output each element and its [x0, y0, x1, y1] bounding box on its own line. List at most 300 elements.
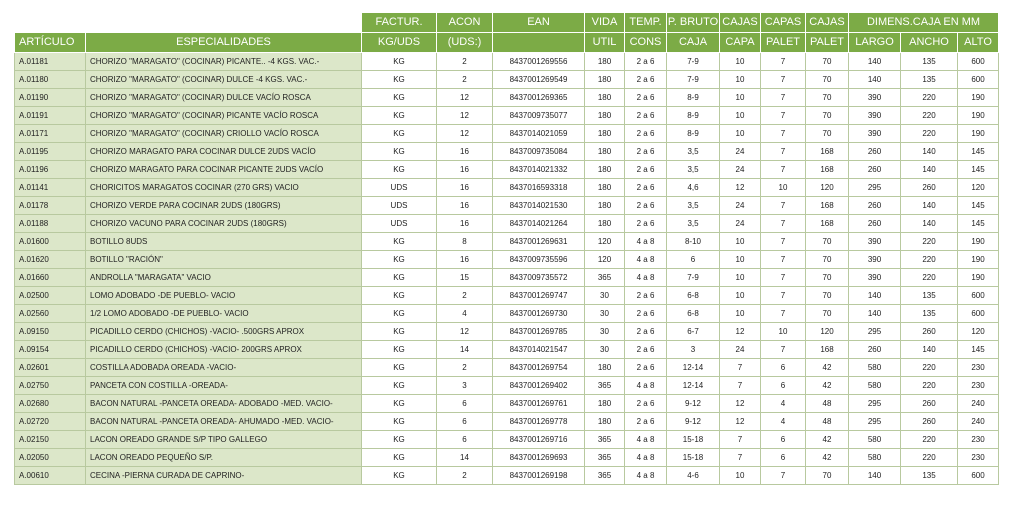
header-row-top	[15, 13, 999, 33]
cajas-capa-cell: 12	[720, 323, 761, 341]
p-bruto-cell: 3,5	[667, 143, 720, 161]
table-row	[15, 431, 999, 449]
temp-cell: 2 a 6	[625, 143, 667, 161]
articulo-cell: A.02150	[15, 431, 86, 449]
alto-cell: 600	[958, 305, 999, 323]
articulo-cell: A.02560	[15, 305, 86, 323]
temp-cell: 2 a 6	[625, 107, 667, 125]
cajas-palet-cell: 70	[806, 125, 849, 143]
ean-cell: 8437014021332	[493, 161, 585, 179]
acon-cell: 14	[437, 449, 493, 467]
capas-palet-cell: 7	[761, 341, 806, 359]
temp-cell: 4 a 8	[625, 467, 667, 485]
vida-cell: 180	[585, 215, 625, 233]
cajas-capa-cell: 24	[720, 161, 761, 179]
especialidad-cell: BOTILLO "RACIÓN"	[86, 251, 362, 269]
articulo-cell: A.02720	[15, 413, 86, 431]
header-row-bottom	[15, 33, 999, 53]
table-row	[15, 341, 999, 359]
acon-cell: 16	[437, 161, 493, 179]
ean-cell: 8437001269549	[493, 71, 585, 89]
temp-cell: 4 a 8	[625, 233, 667, 251]
cajas-palet-cell: 70	[806, 287, 849, 305]
temp-cell: 2 a 6	[625, 53, 667, 71]
alto-cell: 190	[958, 125, 999, 143]
cajas-capa-cell: 24	[720, 143, 761, 161]
acon-cell: 16	[437, 197, 493, 215]
largo-cell: 140	[849, 71, 901, 89]
largo-cell: 295	[849, 179, 901, 197]
articulo-cell: A.01188	[15, 215, 86, 233]
vida-cell: 180	[585, 359, 625, 377]
capas-palet-cell: 4	[761, 395, 806, 413]
temp-cell: 2 a 6	[625, 71, 667, 89]
factur-cell: KG	[362, 125, 437, 143]
temp-cell: 2 a 6	[625, 413, 667, 431]
vida-cell: 365	[585, 431, 625, 449]
largo-cell: 390	[849, 233, 901, 251]
factur-cell: KG	[362, 143, 437, 161]
p-bruto-cell: 4-6	[667, 467, 720, 485]
temp-cell: 2 a 6	[625, 89, 667, 107]
factur-cell: KG	[362, 161, 437, 179]
especialidad-cell: 1/2 LOMO ADOBADO -DE PUEBLO- VACIO	[86, 305, 362, 323]
ean-cell: 8437014021059	[493, 125, 585, 143]
alto-cell: 145	[958, 197, 999, 215]
capas-palet-cell: 7	[761, 89, 806, 107]
capas-palet-cell: 7	[761, 125, 806, 143]
header-kg-uds: KG/UDS	[362, 33, 437, 53]
table-row	[15, 215, 999, 233]
vida-cell: 365	[585, 449, 625, 467]
factur-cell: KG	[362, 53, 437, 71]
articulo-cell: A.01141	[15, 179, 86, 197]
temp-cell: 2 a 6	[625, 287, 667, 305]
ean-cell: 8437014021547	[493, 341, 585, 359]
factur-cell: KG	[362, 287, 437, 305]
ean-cell: 8437001269754	[493, 359, 585, 377]
alto-cell: 600	[958, 71, 999, 89]
cajas-palet-cell: 70	[806, 107, 849, 125]
alto-cell: 600	[958, 53, 999, 71]
especialidad-cell: CHORIZO "MARAGATO" (COCINAR) DULCE VACÍO ROSCA	[86, 89, 362, 107]
capas-palet-cell: 6	[761, 377, 806, 395]
vida-cell: 30	[585, 341, 625, 359]
especialidad-cell: CHORICITOS MARAGATOS COCINAR (270 GRS) VACIO	[86, 179, 362, 197]
cajas-capa-cell: 24	[720, 341, 761, 359]
articulo-cell: A.01660	[15, 269, 86, 287]
p-bruto-cell: 3,5	[667, 161, 720, 179]
acon-cell: 12	[437, 89, 493, 107]
ancho-cell: 260	[901, 395, 958, 413]
temp-cell: 2 a 6	[625, 359, 667, 377]
p-bruto-cell: 8-9	[667, 89, 720, 107]
cajas-capa-cell: 10	[720, 467, 761, 485]
ean-cell: 8437014021264	[493, 215, 585, 233]
table-row	[15, 125, 999, 143]
factur-cell: KG	[362, 359, 437, 377]
p-bruto-cell: 6-8	[667, 305, 720, 323]
alto-cell: 120	[958, 323, 999, 341]
factur-cell: UDS	[362, 197, 437, 215]
especialidad-cell: CHORIZO VACUNO PARA COCINAR 2UDS (180GRS)	[86, 215, 362, 233]
table-row	[15, 413, 999, 431]
largo-cell: 260	[849, 197, 901, 215]
header-ean-sub	[493, 33, 585, 53]
ancho-cell: 135	[901, 467, 958, 485]
header-articulo: ARTÍCULO	[15, 33, 86, 53]
p-bruto-cell: 3	[667, 341, 720, 359]
ancho-cell: 220	[901, 233, 958, 251]
especialidad-cell: LOMO ADOBADO -DE PUEBLO- VACIO	[86, 287, 362, 305]
table-body	[15, 53, 999, 485]
articulo-cell: A.01196	[15, 161, 86, 179]
header-vida: VIDA	[585, 13, 625, 33]
especialidad-cell: LACON OREADO PEQUEÑO S/P.	[86, 449, 362, 467]
factur-cell: KG	[362, 395, 437, 413]
ancho-cell: 135	[901, 287, 958, 305]
ancho-cell: 260	[901, 323, 958, 341]
articulo-cell: A.01195	[15, 143, 86, 161]
alto-cell: 145	[958, 161, 999, 179]
header-cons: CONS	[625, 33, 667, 53]
vida-cell: 180	[585, 395, 625, 413]
table-row	[15, 161, 999, 179]
articulo-cell: A.01178	[15, 197, 86, 215]
header-acon: ACON	[437, 13, 493, 33]
p-bruto-cell: 9-12	[667, 395, 720, 413]
ean-cell: 8437001269693	[493, 449, 585, 467]
especialidad-cell: LACON OREADO GRANDE S/P TIPO GALLEGO	[86, 431, 362, 449]
especialidad-cell: CHORIZO "MARAGATO" (COCINAR) CRIOLLO VACÍO ROSCA	[86, 125, 362, 143]
table-row	[15, 89, 999, 107]
factur-cell: KG	[362, 467, 437, 485]
ean-cell: 8437001269761	[493, 395, 585, 413]
capas-palet-cell: 7	[761, 251, 806, 269]
table-row	[15, 305, 999, 323]
cajas-capa-cell: 24	[720, 197, 761, 215]
acon-cell: 3	[437, 377, 493, 395]
header-util: UTIL	[585, 33, 625, 53]
temp-cell: 4 a 8	[625, 431, 667, 449]
especialidad-cell: CHORIZO MARAGATO PARA COCINAR PICANTE 2UDS VACÍO	[86, 161, 362, 179]
especialidad-cell: CHORIZO "MARAGATO" (COCINAR) PICANTE.. -4 KGS. VAC.-	[86, 53, 362, 71]
ancho-cell: 220	[901, 449, 958, 467]
capas-palet-cell: 7	[761, 161, 806, 179]
ean-cell: 8437009735084	[493, 143, 585, 161]
cajas-capa-cell: 10	[720, 53, 761, 71]
header-temp: TEMP.	[625, 13, 667, 33]
cajas-palet-cell: 168	[806, 197, 849, 215]
vida-cell: 180	[585, 125, 625, 143]
ean-cell: 8437014021530	[493, 197, 585, 215]
p-bruto-cell: 12-14	[667, 377, 720, 395]
articulo-cell: A.01620	[15, 251, 86, 269]
ean-cell: 8437001269747	[493, 287, 585, 305]
capas-palet-cell: 7	[761, 305, 806, 323]
especialidad-cell: ANDROLLA "MARAGATA" VACIO	[86, 269, 362, 287]
header-palet-2: PALET	[806, 33, 849, 53]
capas-palet-cell: 7	[761, 233, 806, 251]
largo-cell: 260	[849, 143, 901, 161]
acon-cell: 6	[437, 413, 493, 431]
largo-cell: 140	[849, 305, 901, 323]
acon-cell: 14	[437, 341, 493, 359]
ancho-cell: 140	[901, 197, 958, 215]
largo-cell: 140	[849, 53, 901, 71]
cajas-capa-cell: 12	[720, 395, 761, 413]
cajas-capa-cell: 10	[720, 71, 761, 89]
cajas-capa-cell: 10	[720, 125, 761, 143]
especialidad-cell: CHORIZO "MARAGATO" (COCINAR) DULCE -4 KGS. VAC.-	[86, 71, 362, 89]
largo-cell: 260	[849, 161, 901, 179]
articulo-cell: A.01600	[15, 233, 86, 251]
ean-cell: 8437001269631	[493, 233, 585, 251]
cajas-palet-cell: 70	[806, 251, 849, 269]
especialidad-cell: CECINA -PIERNA CURADA DE CAPRINO-	[86, 467, 362, 485]
cajas-palet-cell: 168	[806, 143, 849, 161]
factur-cell: KG	[362, 377, 437, 395]
vida-cell: 180	[585, 413, 625, 431]
largo-cell: 390	[849, 125, 901, 143]
largo-cell: 295	[849, 323, 901, 341]
temp-cell: 2 a 6	[625, 179, 667, 197]
articulo-cell: A.02680	[15, 395, 86, 413]
capas-palet-cell: 7	[761, 269, 806, 287]
especialidad-cell: BOTILLO 8UDS	[86, 233, 362, 251]
especialidad-cell: BACON NATURAL -PANCETA OREADA- ADOBADO -MED. VACIO-	[86, 395, 362, 413]
alto-cell: 190	[958, 251, 999, 269]
especialidad-cell: CHORIZO "MARAGATO" (COCINAR) PICANTE VACÍO ROSCA	[86, 107, 362, 125]
acon-cell: 16	[437, 143, 493, 161]
especialidad-cell: COSTILLA ADOBADA OREADA -VACIO-	[86, 359, 362, 377]
acon-cell: 8	[437, 233, 493, 251]
capas-palet-cell: 6	[761, 431, 806, 449]
header-ancho: ANCHO	[901, 33, 958, 53]
ean-cell: 8437016593318	[493, 179, 585, 197]
largo-cell: 260	[849, 215, 901, 233]
ancho-cell: 140	[901, 341, 958, 359]
ancho-cell: 220	[901, 125, 958, 143]
factur-cell: KG	[362, 413, 437, 431]
factur-cell: KG	[362, 71, 437, 89]
p-bruto-cell: 8-9	[667, 125, 720, 143]
largo-cell: 260	[849, 341, 901, 359]
p-bruto-cell: 9-12	[667, 413, 720, 431]
temp-cell: 2 a 6	[625, 395, 667, 413]
cajas-palet-cell: 70	[806, 305, 849, 323]
ancho-cell: 220	[901, 251, 958, 269]
cajas-palet-cell: 70	[806, 53, 849, 71]
cajas-palet-cell: 168	[806, 341, 849, 359]
articulo-cell: A.01191	[15, 107, 86, 125]
articulo-cell: A.02601	[15, 359, 86, 377]
header-factur: FACTUR.	[362, 13, 437, 33]
factur-cell: KG	[362, 251, 437, 269]
table-row	[15, 287, 999, 305]
ean-cell: 8437001269785	[493, 323, 585, 341]
largo-cell: 580	[849, 449, 901, 467]
largo-cell: 580	[849, 359, 901, 377]
vida-cell: 30	[585, 305, 625, 323]
largo-cell: 390	[849, 107, 901, 125]
p-bruto-cell: 8-9	[667, 107, 720, 125]
vida-cell: 365	[585, 467, 625, 485]
alto-cell: 190	[958, 233, 999, 251]
articulo-cell: A.02750	[15, 377, 86, 395]
temp-cell: 4 a 8	[625, 377, 667, 395]
alto-cell: 145	[958, 143, 999, 161]
capas-palet-cell: 7	[761, 107, 806, 125]
especialidad-cell: PANCETA CON COSTILLA -OREADA-	[86, 377, 362, 395]
cajas-palet-cell: 70	[806, 89, 849, 107]
vida-cell: 180	[585, 197, 625, 215]
capas-palet-cell: 7	[761, 53, 806, 71]
ean-cell: 8437001269198	[493, 467, 585, 485]
factur-cell: KG	[362, 269, 437, 287]
ancho-cell: 135	[901, 305, 958, 323]
ancho-cell: 220	[901, 431, 958, 449]
ancho-cell: 220	[901, 89, 958, 107]
ancho-cell: 135	[901, 71, 958, 89]
table-row	[15, 467, 999, 485]
articulo-cell: A.00610	[15, 467, 86, 485]
largo-cell: 390	[849, 269, 901, 287]
especialidad-cell: BACON NATURAL -PANCETA OREADA- AHUMADO -MED. VACIO-	[86, 413, 362, 431]
capas-palet-cell: 7	[761, 215, 806, 233]
ancho-cell: 220	[901, 107, 958, 125]
acon-cell: 16	[437, 251, 493, 269]
p-bruto-cell: 7-9	[667, 269, 720, 287]
factur-cell: KG	[362, 89, 437, 107]
largo-cell: 295	[849, 413, 901, 431]
largo-cell: 390	[849, 251, 901, 269]
cajas-capa-cell: 10	[720, 287, 761, 305]
acon-cell: 2	[437, 53, 493, 71]
factur-cell: KG	[362, 341, 437, 359]
vida-cell: 365	[585, 269, 625, 287]
vida-cell: 180	[585, 107, 625, 125]
header-cajas-capa: CAJAS	[720, 13, 761, 33]
factur-cell: UDS	[362, 179, 437, 197]
alto-cell: 230	[958, 431, 999, 449]
cajas-palet-cell: 70	[806, 467, 849, 485]
factur-cell: UDS	[362, 215, 437, 233]
cajas-palet-cell: 120	[806, 323, 849, 341]
factur-cell: KG	[362, 431, 437, 449]
p-bruto-cell: 6-8	[667, 287, 720, 305]
acon-cell: 6	[437, 395, 493, 413]
header-p-bruto: P. BRUTO	[667, 13, 720, 33]
acon-cell: 2	[437, 71, 493, 89]
table-row	[15, 323, 999, 341]
cajas-palet-cell: 48	[806, 395, 849, 413]
vida-cell: 120	[585, 233, 625, 251]
table-row	[15, 233, 999, 251]
ancho-cell: 220	[901, 377, 958, 395]
cajas-capa-cell: 10	[720, 233, 761, 251]
table-row	[15, 179, 999, 197]
temp-cell: 4 a 8	[625, 251, 667, 269]
cajas-capa-cell: 10	[720, 251, 761, 269]
vida-cell: 180	[585, 71, 625, 89]
ancho-cell: 260	[901, 413, 958, 431]
capas-palet-cell: 7	[761, 467, 806, 485]
p-bruto-cell: 3,5	[667, 197, 720, 215]
cajas-palet-cell: 70	[806, 233, 849, 251]
p-bruto-cell: 6	[667, 251, 720, 269]
header-dimens: DIMENS.CAJA EN MM	[849, 13, 999, 33]
vida-cell: 180	[585, 179, 625, 197]
header-blank-articulo	[15, 13, 86, 33]
articulo-cell: A.01180	[15, 71, 86, 89]
cajas-capa-cell: 10	[720, 89, 761, 107]
articulo-cell: A.01171	[15, 125, 86, 143]
acon-cell: 16	[437, 179, 493, 197]
table-row	[15, 359, 999, 377]
ean-cell: 8437001269365	[493, 89, 585, 107]
factur-cell: KG	[362, 305, 437, 323]
p-bruto-cell: 3,5	[667, 215, 720, 233]
capas-palet-cell: 7	[761, 197, 806, 215]
header-especialidades: ESPECIALIDADES	[86, 33, 362, 53]
table-row	[15, 107, 999, 125]
ean-cell: 8437001269778	[493, 413, 585, 431]
p-bruto-cell: 15-18	[667, 431, 720, 449]
temp-cell: 2 a 6	[625, 161, 667, 179]
articulo-cell: A.01181	[15, 53, 86, 71]
cajas-palet-cell: 168	[806, 161, 849, 179]
factur-cell: KG	[362, 449, 437, 467]
cajas-capa-cell: 7	[720, 359, 761, 377]
table-row	[15, 143, 999, 161]
alto-cell: 230	[958, 377, 999, 395]
factur-cell: KG	[362, 233, 437, 251]
header-ean: EAN	[493, 13, 585, 33]
ean-cell: 8437009735572	[493, 269, 585, 287]
p-bruto-cell: 4,6	[667, 179, 720, 197]
p-bruto-cell: 6-7	[667, 323, 720, 341]
alto-cell: 230	[958, 359, 999, 377]
table-row	[15, 197, 999, 215]
temp-cell: 2 a 6	[625, 305, 667, 323]
header-largo: LARGO	[849, 33, 901, 53]
cajas-capa-cell: 12	[720, 413, 761, 431]
cajas-palet-cell: 120	[806, 179, 849, 197]
table-row	[15, 71, 999, 89]
temp-cell: 4 a 8	[625, 449, 667, 467]
ancho-cell: 220	[901, 269, 958, 287]
header-capa: CAPA	[720, 33, 761, 53]
temp-cell: 4 a 8	[625, 269, 667, 287]
cajas-capa-cell: 12	[720, 179, 761, 197]
header-capas: CAPAS	[761, 13, 806, 33]
vida-cell: 180	[585, 53, 625, 71]
cajas-palet-cell: 42	[806, 359, 849, 377]
alto-cell: 120	[958, 179, 999, 197]
largo-cell: 140	[849, 287, 901, 305]
ean-cell: 8437001269402	[493, 377, 585, 395]
alto-cell: 230	[958, 449, 999, 467]
acon-cell: 4	[437, 305, 493, 323]
vida-cell: 365	[585, 377, 625, 395]
vida-cell: 180	[585, 161, 625, 179]
capas-palet-cell: 10	[761, 179, 806, 197]
cajas-capa-cell: 7	[720, 377, 761, 395]
cajas-palet-cell: 70	[806, 71, 849, 89]
capas-palet-cell: 10	[761, 323, 806, 341]
cajas-palet-cell: 42	[806, 377, 849, 395]
